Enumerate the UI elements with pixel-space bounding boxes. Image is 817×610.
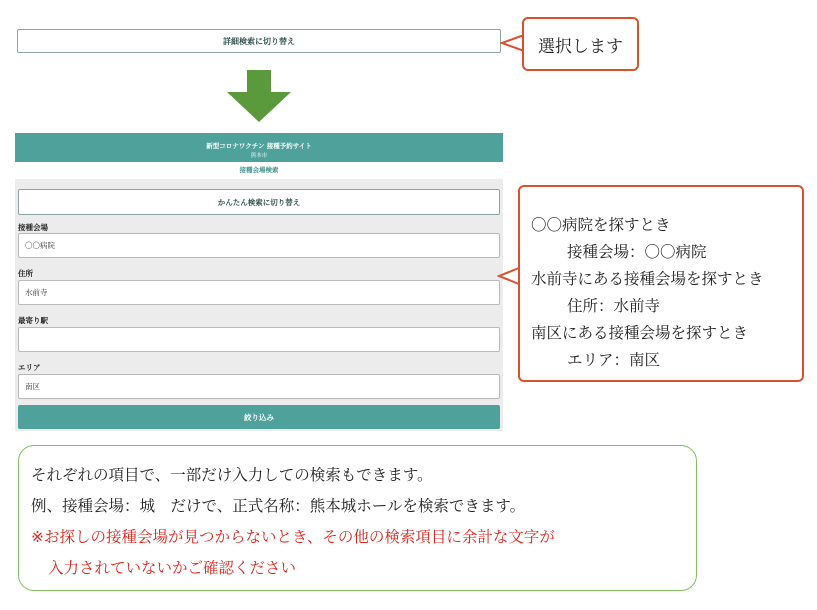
- nearest-station-input[interactable]: [18, 327, 500, 352]
- address-input[interactable]: 水前寺: [18, 280, 500, 305]
- down-arrow-icon: [227, 70, 291, 122]
- callout-select-text: 選択します: [538, 36, 623, 57]
- venue-label: 接種会場: [18, 223, 48, 232]
- venue-input[interactable]: 〇〇病院: [18, 233, 500, 258]
- search-form-panel: [15, 133, 503, 431]
- search-tips-note: [18, 445, 697, 591]
- note-line: それぞれの項目で、一部だけ入力しての検索もできます。: [31, 466, 433, 484]
- site-header: [15, 133, 503, 162]
- filter-submit-button[interactable]: 絞り込み: [18, 405, 500, 429]
- area-input[interactable]: 南区: [18, 374, 500, 399]
- example-line: 住所：水前寺: [567, 297, 661, 315]
- note-warning: 入力されていないかご確認ください: [48, 559, 297, 577]
- simple-search-toggle-button[interactable]: かんたん検索に切り替え: [18, 189, 500, 215]
- example-line: 南区にある接種会場を探すとき: [531, 324, 749, 342]
- nearest-station-label: 最寄り駅: [18, 316, 48, 325]
- detailed-search-toggle-button[interactable]: 詳細検索に切り替え: [17, 29, 501, 53]
- section-title: 接種会場検索: [15, 162, 503, 179]
- note-line: 例、接種会場：城 だけで、正式名称：熊本城ホールを検索できます。: [31, 497, 526, 515]
- example-line: 接種会場：〇〇病院: [567, 243, 707, 261]
- callout-select: [522, 17, 639, 71]
- example-line: エリア：南区: [567, 351, 661, 369]
- note-warning: ※お探しの接種会場が見つからないとき、その他の検索項目に余計な文字が: [31, 528, 555, 546]
- site-title: 新型コロナワクチン 接種予約サイト: [206, 142, 312, 150]
- site-subtitle: 熊本市: [250, 153, 268, 159]
- example-line: 〇〇病院を探すとき: [531, 216, 671, 234]
- callout-examples: [518, 185, 804, 382]
- example-line: 水前寺にある接種会場を探すとき: [531, 270, 764, 288]
- area-label: エリア: [18, 363, 41, 372]
- address-label: 住所: [18, 269, 33, 278]
